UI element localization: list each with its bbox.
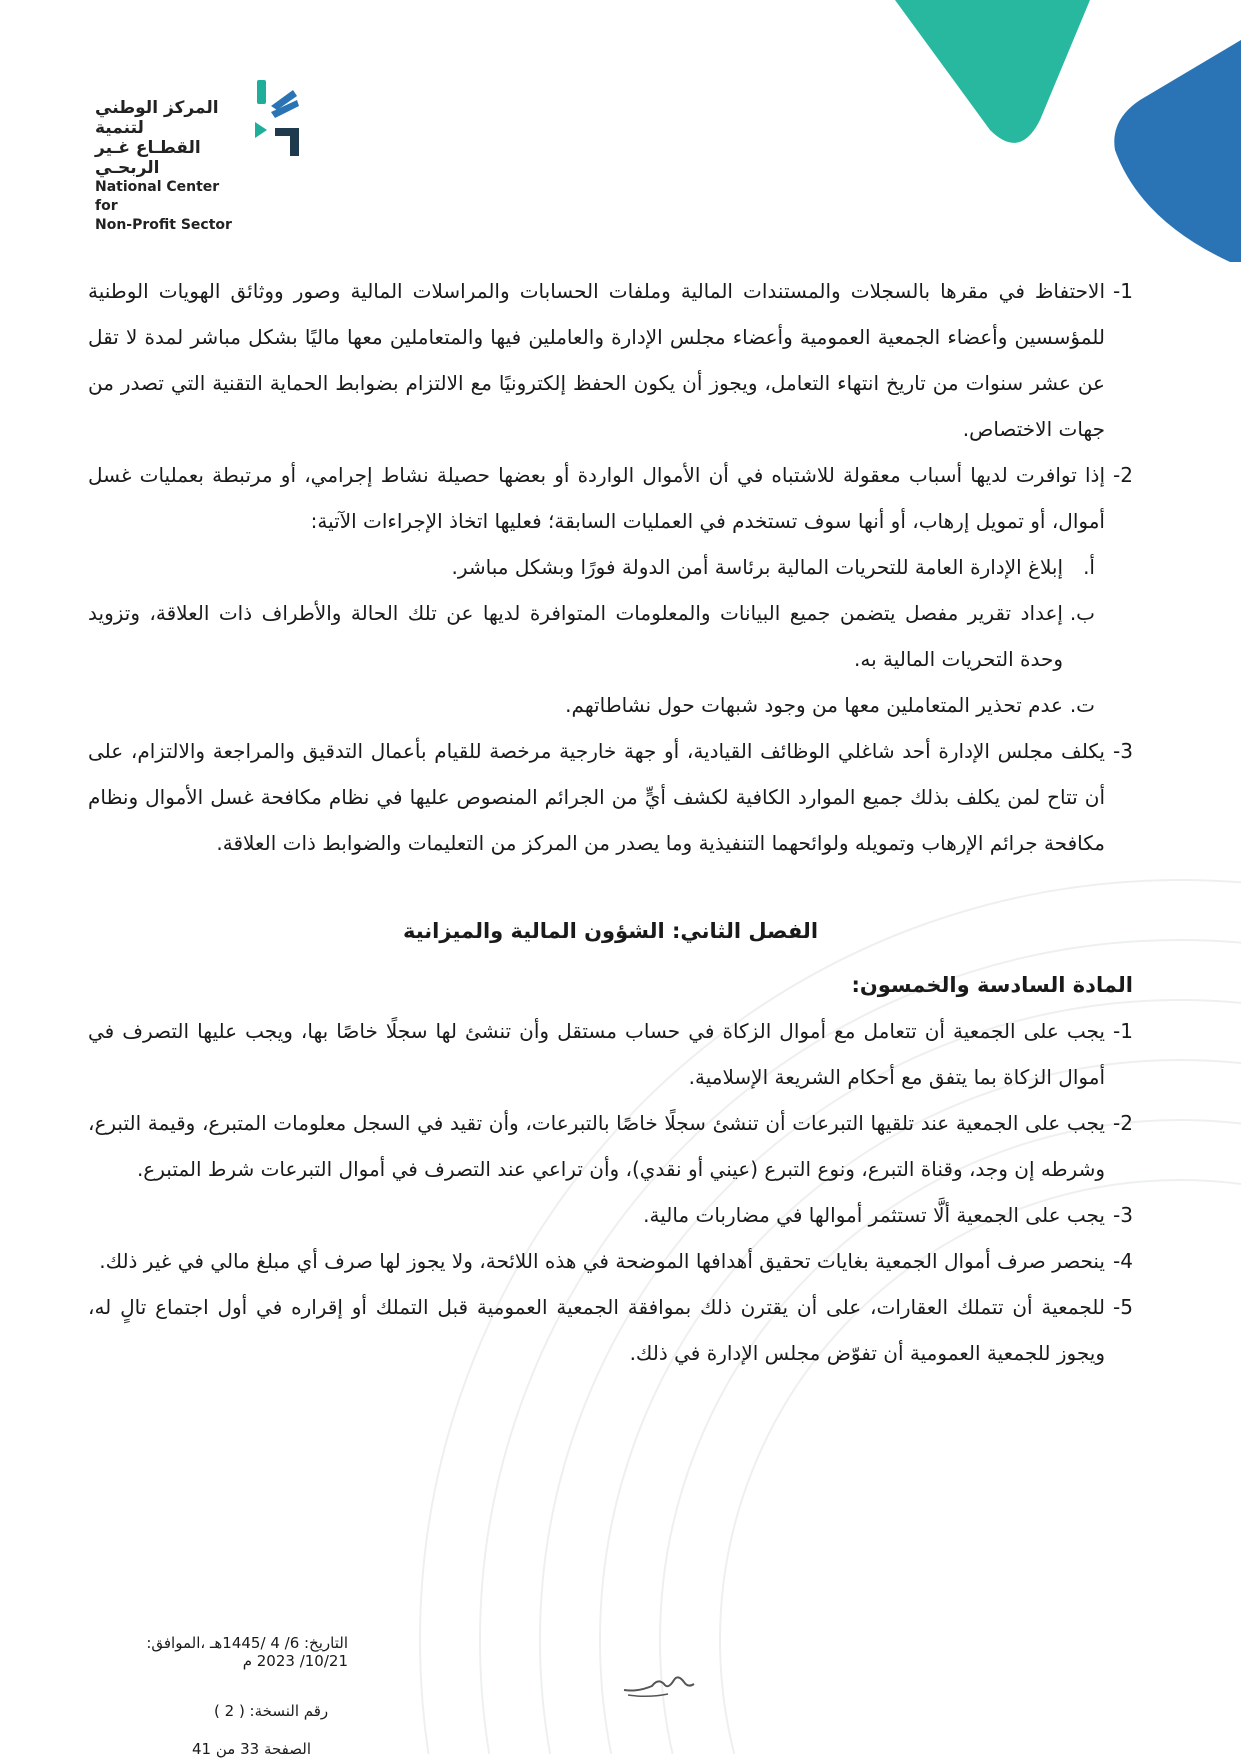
item-number: 5- (1113, 1295, 1133, 1319)
item-text: يجب على الجمعية ألَّا تستثمر أموالها في مضاربات مالية. (643, 1203, 1105, 1227)
list-item (88, 1008, 1133, 1100)
list-item (88, 452, 1133, 544)
item-text: إذا توافرت لديها أسباب معقولة للاشتباه في أن الأموال الواردة أو بعضها حصيلة نشاط إجرامي، أو مرتبطة بعمليات غسل أموال، أو تمويل إرهاب، أو أنها سوف تستخدم في العمليات السابقة؛ فعليها اتخاذ الإجراءات الآتية: (88, 463, 1105, 533)
item-text: يجب على الجمعية عند تلقيها التبرعات أن تنشئ سجلًا خاصًا بالتبرعات، وأن تقيد في السجل معلومات المتبرع، وقيمة التبرع، وشرطه إن وجد، وقناة التبرع، ونوع التبرع (عيني أو نقدي)، وأن تراعي عند التصرف في أموال التبرعات شرط المتبرع. (88, 1111, 1105, 1181)
item-number: 1- (1113, 1019, 1133, 1043)
item-text: للجمعية أن تتملك العقارات، على أن يقترن ذلك بموافقة الجمعية العمومية قبل التملك أو إقراره في أول اجتماع تالٍ له، ويجوز للجمعية العمومية أن تفوّض مجلس الإدارة في ذلك. (88, 1295, 1105, 1365)
sub-item-text: عدم تحذير المتعاملين معها من وجود شبهات حول نشاطاتهم. (565, 693, 1063, 717)
sub-item-letter: أ. (1083, 555, 1095, 579)
sub-item-text: إعداد تقرير مفصل يتضمن جميع البيانات والمعلومات المتوافرة لديها عن تلك الحالة والأطراف ذات العلاقة، وتزويد وحدة التحريات المالية به. (88, 601, 1063, 671)
list-item (88, 1192, 1133, 1238)
item-number: 3- (1113, 1203, 1133, 1227)
item-text: ينحصر صرف أموال الجمعية بغايات تحقيق أهدافها الموضحة في هذه اللائحة، ولا يجوز لها صرف أي مبلغ مالي في غير ذلك. (99, 1249, 1105, 1273)
list-item (88, 268, 1133, 452)
item-number: 2- (1113, 1111, 1133, 1135)
sub-list-item (88, 590, 1133, 682)
sub-item-letter: ت. (1069, 693, 1095, 717)
sub-list-item (88, 682, 1133, 728)
item-number: 4- (1113, 1249, 1133, 1273)
logo-mark-icon (253, 78, 323, 178)
sub-item-letter: ب. (1069, 601, 1095, 625)
logo-english-line1: National Center for (95, 179, 220, 214)
logo-text (95, 98, 245, 235)
item-text: يجب على الجمعية أن تتعامل مع أموال الزكاة في حساب مستقل وأن تنشئ لها سجلًا خاصًا بها، ويجب عليها التصرف في أموال الزكاة بما يتفق مع أحكام الشريعة الإسلامية. (88, 1019, 1105, 1089)
list-item (88, 1238, 1133, 1284)
logo-arabic-line1: المركز الوطني لتنمية (95, 98, 219, 138)
item-text: يكلف مجلس الإدارة أحد شاغلي الوظائف القيادية، أو جهة خارجية مرخصة للقيام بأعمال التدقيق والمراجعة والالتزام، على أن تتاح لمن يكلف بذلك جميع الموارد الكافية لكشف أيٍّ من الجرائم المنصوص عليها في نظام مكافحة غسل الأموال ونظام مكافحة جرائم الإرهاب وتمويله ولوائحهما التنفيذية وما يصدر من المركز من التعليمات والضوابط ذات العلاقة. (88, 739, 1105, 855)
organization-logo (95, 78, 335, 233)
footer-page-number: الصفحة 33 من 41 (192, 1740, 312, 1758)
document-body (88, 268, 1133, 1376)
list-item (88, 1284, 1133, 1376)
logo-arabic-line2: القطـاع غـير الربحـي (95, 138, 201, 178)
sub-list-item (88, 544, 1133, 590)
item-number: 2- (1113, 463, 1133, 487)
article-title: المادة السادسة والخمسون: (851, 973, 1133, 997)
signature-mark (618, 1662, 698, 1702)
chapter-title: الفصل الثاني: الشؤون المالية والميزانية (402, 919, 819, 943)
footer-version: رقم النسخة: ( 2 ) (214, 1702, 329, 1720)
item-number: 3- (1113, 739, 1133, 763)
logo-english-line2: Non-Profit Sector (95, 217, 232, 233)
item-text: الاحتفاظ في مقرها بالسجلات والمستندات المالية وملفات الحسابات والمراسلات المالية وصور ووثائق الهويات الوطنية للمؤسسين وأعضاء الجمعية العمومية وأعضاء مجلس الإدارة والعاملين فيها والمتعاملين معها ماليًا بشكل مباشر لمدة لا تقل عن عشر سنوات من تاريخ انتهاء التعامل، ويجوز أن يكون الحفظ إلكترونيًا مع الالتزام بضوابط الحماية التقنية التي تصدر من جهات الاختصاص. (88, 279, 1105, 441)
footer-date: التاريخ: 6/ 4 /1445هـ ،الموافق: 10/21/ 2023 م (146, 1634, 348, 1670)
sub-item-text: إبلاغ الإدارة العامة للتحريات المالية برئاسة أمن الدولة فورًا وبشكل مباشر. (451, 555, 1063, 579)
item-number: 1- (1113, 279, 1133, 303)
list-item (88, 1100, 1133, 1192)
list-item (88, 728, 1133, 866)
